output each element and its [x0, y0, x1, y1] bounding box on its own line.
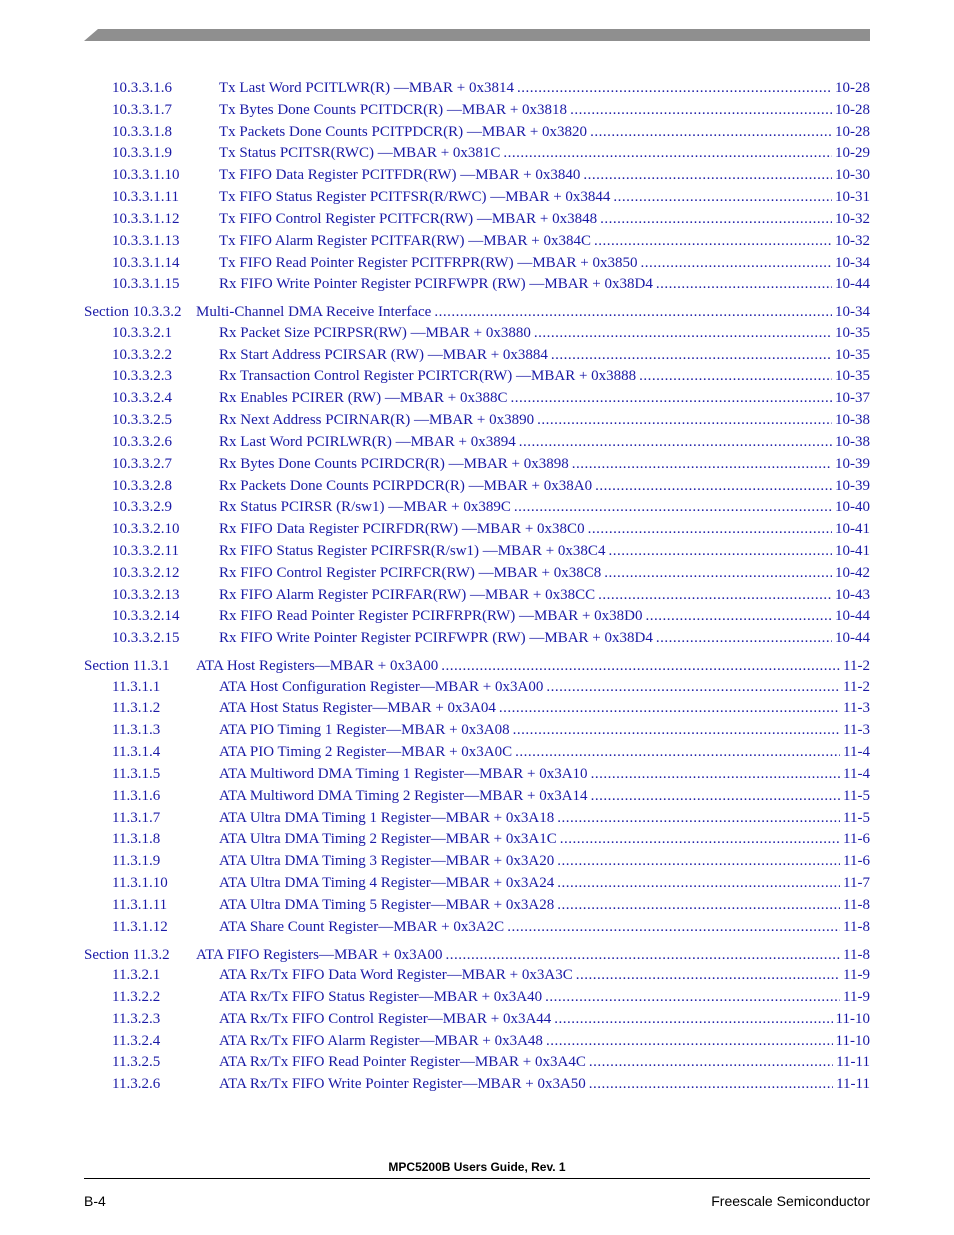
toc-leader-dots: [515, 743, 840, 761]
toc-entry-title: Tx FIFO Status Register PCITFSR(R/RWC) —MBAR + 0x3844: [219, 189, 611, 205]
toc-leader-dots: [588, 520, 832, 538]
footer-page-number: B-4: [84, 1193, 106, 1209]
toc-entry-page: 10-35: [835, 368, 870, 384]
toc-entry-page: 10-44: [835, 276, 870, 292]
toc-entry-number: 10.3.3.2.1: [112, 325, 172, 341]
toc-leader-dots: [608, 542, 832, 560]
toc-entry-title: Rx FIFO Data Register PCIRFDR(RW) —MBAR + 0x38C0: [219, 521, 585, 537]
toc-entry-number: 10.3.3.2.15: [112, 630, 180, 646]
toc-leader-dots: [545, 988, 840, 1006]
toc-entry-title: Tx Last Word PCITLWR(R) —MBAR + 0x3814: [219, 80, 515, 96]
toc-entry-page: 11-9: [843, 989, 870, 1005]
toc-entry-number: 10.3.3.2.10: [112, 521, 180, 537]
toc-leader-dots: [639, 367, 832, 385]
toc-leader-dots: [557, 809, 840, 827]
toc-entry-number: 11.3.1.2: [112, 700, 161, 716]
toc-leader-dots: [594, 232, 832, 250]
toc-entry[interactable]: [112, 411, 870, 429]
toc-entry-number: 10.3.3.1.8: [112, 124, 172, 140]
toc-leader-dots: [434, 303, 832, 321]
toc-entry-page: 10-35: [835, 325, 870, 341]
toc-entry[interactable]: [112, 966, 870, 984]
toc-entry-number: 10.3.3.2.6: [112, 434, 172, 450]
toc-entry[interactable]: [112, 1032, 870, 1050]
toc-entry-number: 11.3.2.3: [112, 1011, 161, 1027]
toc-entry-number: 10.3.3.2.5: [112, 412, 172, 428]
toc-entry[interactable]: [112, 367, 870, 385]
toc-entry-page: 11-10: [835, 1033, 870, 1049]
toc-entry-page: 10-34: [835, 255, 870, 271]
toc-entry-page: 10-39: [835, 456, 870, 472]
toc-entry-number: 11.3.1.6: [112, 788, 161, 804]
toc-leader-dots: [590, 123, 832, 141]
toc-entry-title: ATA Rx/Tx FIFO Alarm Register—MBAR + 0x3A48: [219, 1033, 543, 1049]
toc-entry-number: 10.3.3.2.13: [112, 587, 180, 603]
toc-entry-title: Tx Bytes Done Counts PCITDCR(R) —MBAR + 0x3818: [219, 102, 568, 118]
toc-entry[interactable]: [112, 1010, 870, 1028]
toc-entry-page: 10-28: [835, 124, 870, 140]
toc-entry-page: 11-2: [843, 679, 870, 695]
toc-entry-title: Rx Transaction Control Register PCIRTCR(RW) —MBAR + 0x3888: [219, 368, 637, 384]
toc-entry[interactable]: [112, 629, 870, 647]
toc-entry[interactable]: [112, 477, 870, 495]
toc-entry-page: 11-3: [843, 700, 870, 716]
toc-entry[interactable]: [112, 455, 870, 473]
header-rule-bar: [84, 29, 870, 41]
toc-entry-title: Rx Start Address PCIRSAR (RW) —MBAR + 0x3884: [219, 347, 548, 363]
toc-entry-number: 11.3.1.10: [112, 875, 168, 891]
toc-leader-dots: [537, 411, 832, 429]
toc-entry-page: 10-28: [835, 80, 870, 96]
toc-entry-title: ATA Rx/Tx FIFO Control Register—MBAR + 0x3A44: [219, 1011, 552, 1027]
toc-leader-dots: [519, 433, 832, 451]
toc-entry-title: ATA Host Registers—MBAR + 0x3A00: [196, 658, 439, 674]
toc-entry[interactable]: [112, 232, 870, 250]
toc-entry-title: ATA Ultra DMA Timing 3 Register—MBAR + 0x3A20: [219, 853, 555, 869]
toc-entry-title: Rx FIFO Read Pointer Register PCIRFRPR(RW) —MBAR + 0x38D0: [219, 608, 643, 624]
toc-entry-page: 11-3: [843, 722, 870, 738]
toc-entry[interactable]: [112, 346, 870, 364]
toc-entry[interactable]: [112, 144, 870, 162]
toc-leader-dots: [591, 765, 840, 783]
toc-entry-page: 11-4: [843, 744, 870, 760]
toc-entry-title: Rx Enables PCIRER (RW) —MBAR + 0x388C: [219, 390, 508, 406]
toc-entry-number: 11.3.1.8: [112, 831, 161, 847]
toc-entry-number: 10.3.3.2.9: [112, 499, 172, 515]
toc-leader-dots: [591, 787, 840, 805]
toc-entry-title: Rx Packet Size PCIRPSR(RW) —MBAR + 0x3880: [219, 325, 531, 341]
toc-entry-title: Multi-Channel DMA Receive Interface: [196, 304, 432, 320]
toc-entry-number: 10.3.3.2.12: [112, 565, 180, 581]
toc-entry-page: 11-6: [843, 831, 870, 847]
toc-leader-dots: [557, 896, 840, 914]
toc-leader-dots: [560, 830, 840, 848]
toc-entry[interactable]: [112, 918, 870, 936]
toc-entry-page: 11-4: [843, 766, 870, 782]
toc-leader-dots: [551, 346, 832, 364]
toc-entry-title: ATA FIFO Registers—MBAR + 0x3A00: [196, 947, 443, 963]
toc-entry-number: 10.3.3.2.11: [112, 543, 179, 559]
toc-entry-title: Rx FIFO Write Pointer Register PCIRFWPR (RW) —MBAR + 0x38D4: [219, 630, 653, 646]
toc-leader-dots: [656, 629, 832, 647]
toc-entry-page: 11-10: [835, 1011, 870, 1027]
toc-leader-dots: [576, 966, 840, 984]
toc-entry[interactable]: [112, 765, 870, 783]
toc-entry-number: Section 11.3.2: [84, 947, 170, 963]
toc-entry-number: Section 10.3.3.2: [84, 304, 182, 320]
toc-leader-dots: [640, 254, 832, 272]
toc-entry-number: 10.3.3.1.12: [112, 211, 180, 227]
toc-entry-number: 11.3.1.4: [112, 744, 161, 760]
toc-entry[interactable]: [112, 809, 870, 827]
toc-entry-page: 10-40: [835, 499, 870, 515]
toc-entry-number: 11.3.1.7: [112, 810, 161, 826]
toc-entry-title: Tx FIFO Alarm Register PCITFAR(RW) —MBAR + 0x384C: [219, 233, 591, 249]
toc-entry-number: 11.3.1.3: [112, 722, 161, 738]
toc-entry-title: Rx Next Address PCIRNAR(R) —MBAR + 0x3890: [219, 412, 535, 428]
toc-entry-number: 11.3.1.11: [112, 897, 168, 913]
toc-entry[interactable]: [112, 79, 870, 97]
toc-entry-number: 10.3.3.1.14: [112, 255, 180, 271]
toc-entry[interactable]: [112, 275, 870, 293]
toc-entry-title: ATA Host Status Register—MBAR + 0x3A04: [219, 700, 496, 716]
toc-leader-dots: [598, 586, 832, 604]
toc-entry-page: 10-31: [835, 189, 870, 205]
toc-entry-number: 10.3.3.2.14: [112, 608, 180, 624]
toc-entry-page: 11-11: [836, 1076, 870, 1092]
toc-entry-number: 11.3.2.1: [112, 967, 161, 983]
toc-entry-number: 11.3.2.2: [112, 989, 161, 1005]
footer-publisher: Freescale Semiconductor: [711, 1193, 870, 1209]
toc-leader-dots: [570, 101, 832, 119]
toc-entry-title: ATA Multiword DMA Timing 2 Register—MBAR + 0x3A14: [219, 788, 588, 804]
toc-entry-page: 10-41: [835, 543, 870, 559]
toc-entry[interactable]: [112, 1075, 870, 1093]
toc-leader-dots: [546, 678, 840, 696]
toc-leader-dots: [507, 918, 840, 936]
toc-entry-number: 11.3.1.5: [112, 766, 161, 782]
toc-entry-title: ATA Share Count Register—MBAR + 0x3A2C: [219, 919, 505, 935]
toc-entry-title: ATA Ultra DMA Timing 1 Register—MBAR + 0x3A18: [219, 810, 555, 826]
toc-entry[interactable]: [112, 520, 870, 538]
toc-entry-number: 10.3.3.1.11: [112, 189, 179, 205]
toc-leader-dots: [514, 498, 832, 516]
toc-entry-page: 11-9: [843, 967, 870, 983]
toc-leader-dots: [600, 210, 832, 228]
toc-entry-page: 10-44: [835, 630, 870, 646]
toc-leader-dots: [604, 564, 832, 582]
toc-entry-title: ATA Rx/Tx FIFO Status Register—MBAR + 0x3A40: [219, 989, 543, 1005]
toc-entry-page: 10-35: [835, 347, 870, 363]
toc-entry-title: Rx FIFO Control Register PCIRFCR(RW) —MBAR + 0x38C8: [219, 565, 602, 581]
toc-entry-number: 10.3.3.1.9: [112, 145, 172, 161]
toc-leader-dots: [499, 699, 840, 717]
toc-entry-page: 10-32: [835, 211, 870, 227]
toc-entry-page: 10-42: [835, 565, 870, 581]
toc-entry-page: 10-28: [835, 102, 870, 118]
toc-leader-dots: [589, 1075, 833, 1093]
toc-section-entry[interactable]: [84, 657, 870, 675]
toc-entry-number: 10.3.3.2.2: [112, 347, 172, 363]
toc-entry-title: Tx FIFO Read Pointer Register PCITFRPR(RW) —MBAR + 0x3850: [219, 255, 638, 271]
toc-entry-page: 10-39: [835, 478, 870, 494]
toc-leader-dots: [557, 852, 840, 870]
toc-entry-number: 10.3.3.1.10: [112, 167, 180, 183]
toc-leader-dots: [517, 79, 832, 97]
toc-entry[interactable]: [112, 498, 870, 516]
toc-entry-number: 11.3.1.1: [112, 679, 161, 695]
toc-entry[interactable]: [112, 743, 870, 761]
toc-entry[interactable]: [112, 607, 870, 625]
toc-entry[interactable]: [112, 586, 870, 604]
toc-entry-page: 11-11: [836, 1054, 870, 1070]
toc-entry-page: 10-34: [835, 304, 870, 320]
toc-entry-page: 10-43: [835, 587, 870, 603]
toc-entry-title: ATA Rx/Tx FIFO Write Pointer Register—MBAR + 0x3A50: [219, 1076, 586, 1092]
toc-entry-title: ATA Rx/Tx FIFO Read Pointer Register—MBAR + 0x3A4C: [219, 1054, 586, 1070]
toc-entry-number: 10.3.3.1.7: [112, 102, 172, 118]
toc-entry-title: ATA Rx/Tx FIFO Data Word Register—MBAR + 0x3A3C: [219, 967, 573, 983]
toc-entry-page: 11-5: [843, 788, 870, 804]
toc-entry-page: 11-7: [843, 875, 870, 891]
toc-entry-title: ATA Host Configuration Register—MBAR + 0x3A00: [219, 679, 544, 695]
toc-leader-dots: [445, 946, 840, 964]
toc-entry[interactable]: [112, 852, 870, 870]
toc-entry-number: 11.3.2.4: [112, 1033, 161, 1049]
toc-entry-page: 11-5: [843, 810, 870, 826]
toc-entry-title: Rx Status PCIRSR (R/sw1) —MBAR + 0x389C: [219, 499, 511, 515]
toc-entry-number: 11.3.2.6: [112, 1076, 161, 1092]
toc-leader-dots: [656, 275, 832, 293]
toc-entry[interactable]: [112, 787, 870, 805]
toc-leader-dots: [613, 188, 832, 206]
toc-entry-title: Rx Bytes Done Counts PCIRDCR(R) —MBAR + 0x3898: [219, 456, 569, 472]
toc-entry-title: ATA PIO Timing 2 Register—MBAR + 0x3A0C: [219, 744, 513, 760]
toc-entry-page: 10-32: [835, 233, 870, 249]
toc-leader-dots: [534, 324, 832, 342]
toc-entry-page: 10-37: [835, 390, 870, 406]
toc-entry-page: 11-8: [843, 947, 870, 963]
toc-entry-title: Rx Packets Done Counts PCIRPDCR(R) —MBAR + 0x38A0: [219, 478, 593, 494]
toc-entry[interactable]: [112, 433, 870, 451]
toc-entry[interactable]: [112, 874, 870, 892]
toc-leader-dots: [589, 1053, 833, 1071]
toc-entry-title: ATA Multiword DMA Timing 1 Register—MBAR + 0x3A10: [219, 766, 588, 782]
toc-entry-title: Rx Last Word PCIRLWR(R) —MBAR + 0x3894: [219, 434, 516, 450]
toc-leader-dots: [503, 144, 832, 162]
toc-entry-number: 10.3.3.2.3: [112, 368, 172, 384]
toc-entry[interactable]: [112, 699, 870, 717]
toc-entry-number: 11.3.2.5: [112, 1054, 161, 1070]
toc-entry-page: 10-29: [835, 145, 870, 161]
toc-entry[interactable]: [112, 1053, 870, 1071]
toc-entry-title: ATA PIO Timing 1 Register—MBAR + 0x3A08: [219, 722, 510, 738]
toc-entry[interactable]: [112, 988, 870, 1006]
toc-entry-number: Section 11.3.1: [84, 658, 170, 674]
toc-entry[interactable]: [112, 564, 870, 582]
toc-leader-dots: [646, 607, 833, 625]
toc-entry[interactable]: [112, 188, 870, 206]
footer-divider: [84, 1178, 870, 1179]
toc-leader-dots: [572, 455, 832, 473]
toc-entry-page: 11-8: [843, 919, 870, 935]
toc-entry[interactable]: [112, 101, 870, 119]
toc-section-entry[interactable]: [84, 303, 870, 321]
toc-entry-number: 10.3.3.2.7: [112, 456, 172, 472]
toc-leader-dots: [546, 1032, 833, 1050]
toc-entry-title: ATA Ultra DMA Timing 4 Register—MBAR + 0x3A24: [219, 875, 555, 891]
toc-leader-dots: [554, 1010, 832, 1028]
toc-entry-title: Rx FIFO Write Pointer Register PCIRFWPR (RW) —MBAR + 0x38D4: [219, 276, 653, 292]
toc-entry-page: 10-38: [835, 412, 870, 428]
toc-entry-number: 10.3.3.1.13: [112, 233, 180, 249]
toc-entry-number: 10.3.3.2.4: [112, 390, 172, 406]
toc-entry-title: Tx FIFO Data Register PCITFDR(RW) —MBAR + 0x3840: [219, 167, 581, 183]
toc-leader-dots: [510, 389, 832, 407]
toc-entry-number: 10.3.3.1.6: [112, 80, 172, 96]
toc-entry[interactable]: [112, 254, 870, 272]
toc-entry[interactable]: [112, 389, 870, 407]
toc-entry[interactable]: [112, 721, 870, 739]
toc-entry[interactable]: [112, 896, 870, 914]
toc-entry-title: Rx FIFO Status Register PCIRFSR(R/sw1) —MBAR + 0x38C4: [219, 543, 606, 559]
toc-leader-dots: [557, 874, 840, 892]
toc-entry-page: 11-8: [843, 897, 870, 913]
toc-leader-dots: [513, 721, 840, 739]
toc-entry-title: Tx Packets Done Counts PCITPDCR(R) —MBAR + 0x3820: [219, 124, 588, 140]
toc-entry-title: Tx Status PCITSR(RWC) —MBAR + 0x381C: [219, 145, 501, 161]
toc-entry-number: 11.3.1.9: [112, 853, 161, 869]
toc-entry[interactable]: [112, 210, 870, 228]
toc-entry-title: Rx FIFO Alarm Register PCIRFAR(RW) —MBAR + 0x38CC: [219, 587, 596, 603]
toc-entry-page: 10-41: [835, 521, 870, 537]
toc-entry[interactable]: [112, 830, 870, 848]
toc-entry[interactable]: [112, 166, 870, 184]
toc-entry-number: 11.3.1.12: [112, 919, 168, 935]
toc-entry-page: 10-30: [835, 167, 870, 183]
toc-entry-page: 11-2: [843, 658, 870, 674]
toc-leader-dots: [441, 657, 840, 675]
toc-entry-number: 10.3.3.1.15: [112, 276, 180, 292]
toc-entry-page: 10-38: [835, 434, 870, 450]
toc-entry-title: Tx FIFO Control Register PCITFCR(RW) —MBAR + 0x3848: [219, 211, 598, 227]
toc-entry-page: 10-44: [835, 608, 870, 624]
toc-entry-page: 11-6: [843, 853, 870, 869]
toc-section-entry[interactable]: [84, 946, 870, 964]
toc-leader-dots: [595, 477, 832, 495]
toc-entry[interactable]: [112, 123, 870, 141]
toc-entry-number: 10.3.3.2.8: [112, 478, 172, 494]
toc-entry[interactable]: [112, 678, 870, 696]
toc-entry[interactable]: [112, 324, 870, 342]
toc-leader-dots: [583, 166, 832, 184]
toc-entry-title: ATA Ultra DMA Timing 2 Register—MBAR + 0x3A1C: [219, 831, 557, 847]
toc-entry[interactable]: [112, 542, 870, 560]
footer-document-title: MPC5200B Users Guide, Rev. 1: [388, 1160, 566, 1174]
toc-entry-title: ATA Ultra DMA Timing 5 Register—MBAR + 0x3A28: [219, 897, 555, 913]
